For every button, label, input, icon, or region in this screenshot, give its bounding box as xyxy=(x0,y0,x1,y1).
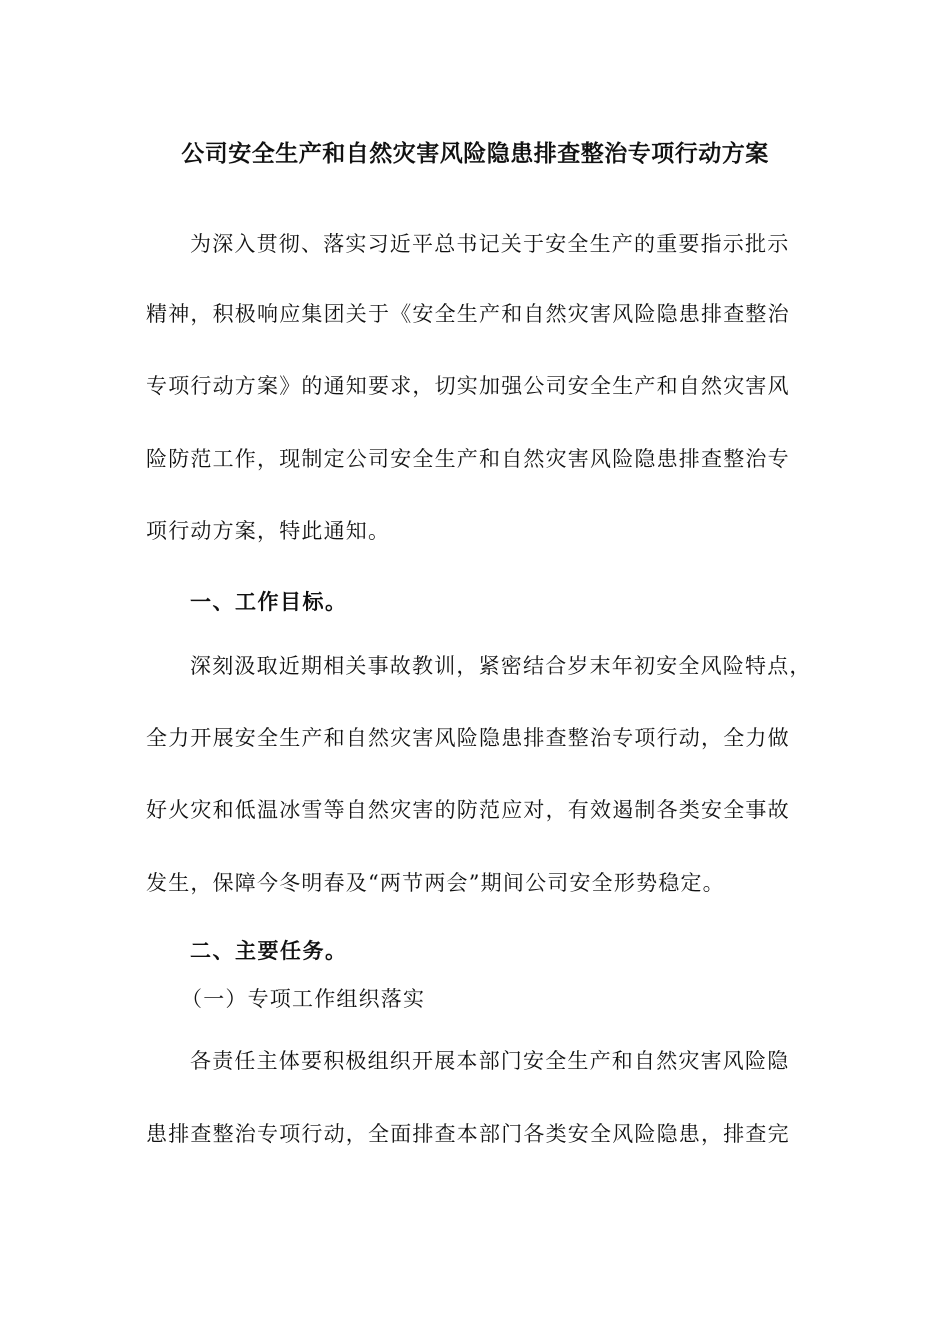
goals-line-3: 好火灾和低温冰雪等自然灾害的防范应对，有效遏制各类安全事故 xyxy=(146,798,790,822)
organization-line-2: 患排查整治专项行动，全面排查本部门各类安全风险隐患，排查完 xyxy=(146,1122,790,1146)
document-title: 公司安全生产和自然灾害风险隐患排查整治专项行动方案 xyxy=(181,141,769,167)
intro-line-5: 项行动方案，特此通知。 xyxy=(146,519,391,543)
intro-line-2: 精神，积极响应集团关于《安全生产和自然灾害风险隐患排查整治 xyxy=(146,302,790,326)
intro-line-4: 险防范工作，现制定公司安全生产和自然灾害风险隐患排查整治专 xyxy=(146,447,790,471)
goals-line-2: 全力开展安全生产和自然灾害风险隐患排查整治专项行动，全力做 xyxy=(146,726,790,750)
section-heading-tasks: 二、主要任务。 xyxy=(190,939,348,963)
intro-line-3: 专项行动方案》的通知要求，切实加强公司安全生产和自然灾害风 xyxy=(146,374,790,398)
section-heading-goals: 一、工作目标。 xyxy=(190,590,348,614)
organization-line-1: 各责任主体要积极组织开展本部门安全生产和自然灾害风险隐 xyxy=(190,1049,790,1073)
goals-line-4: 发生，保障今冬明春及“两节两会”期间公司安全形势稳定。 xyxy=(146,871,725,895)
intro-line-1: 为深入贯彻、落实习近平总书记关于安全生产的重要指示批示 xyxy=(190,232,790,256)
subsection-heading-organization: （一）专项工作组织落实 xyxy=(181,987,426,1011)
goals-line-1: 深刻汲取近期相关事故教训，紧密结合岁末年初安全风险特点， xyxy=(190,654,812,678)
